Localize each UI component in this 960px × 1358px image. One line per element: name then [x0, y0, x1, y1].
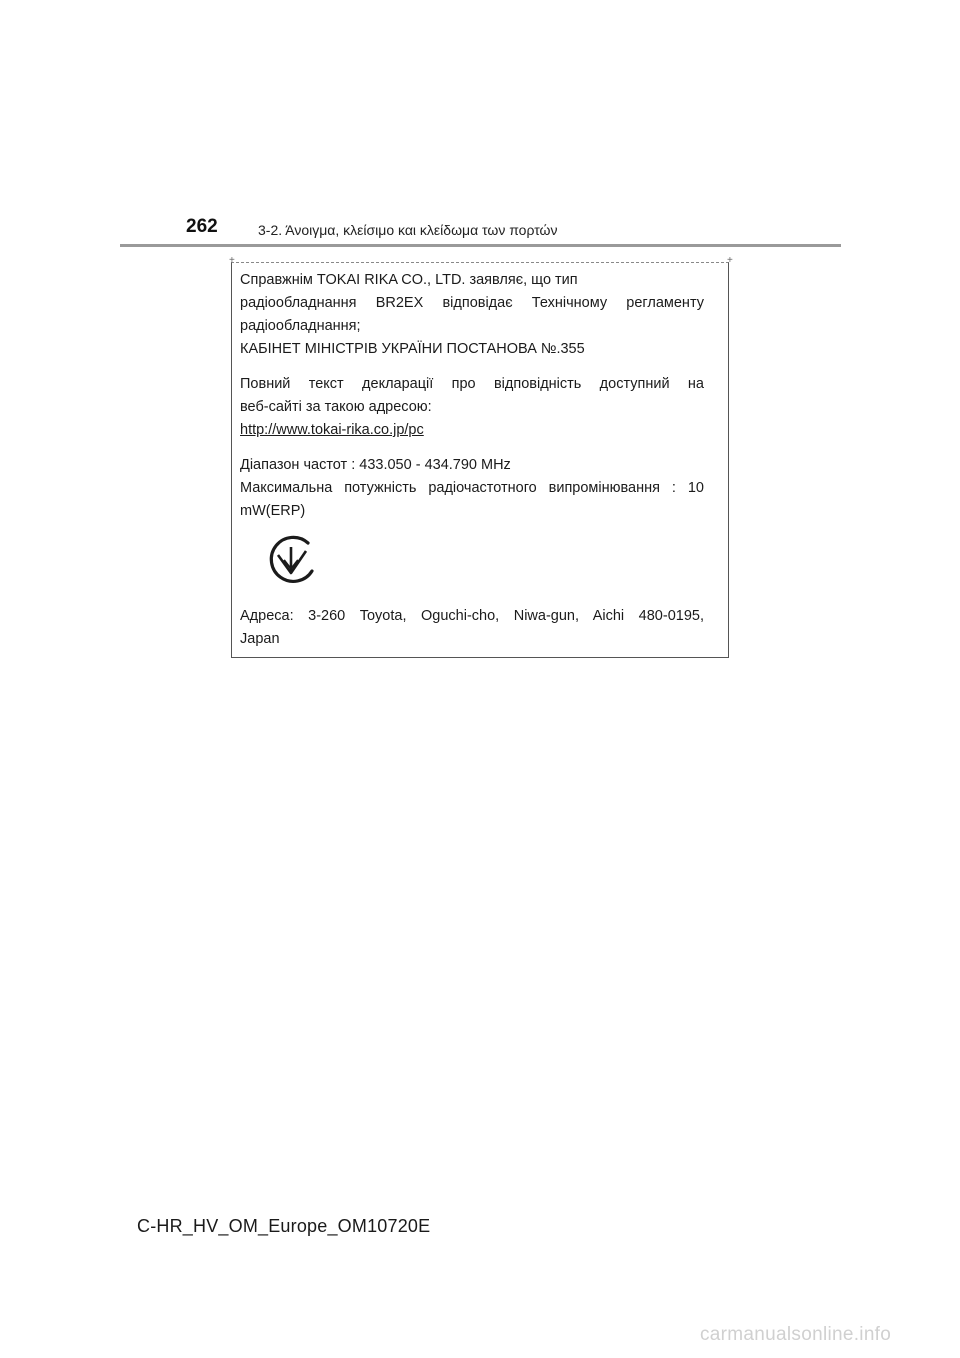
- spacer: [240, 361, 704, 373]
- declaration-box: [231, 262, 729, 658]
- fulltext-line-1: Повний текст декларації про відповідність доступний на: [240, 376, 704, 392]
- address-line-1: Адреса: 3-260 Toyota, Oguchi-cho, Niwa-gun, Aichi 480-0195,: [240, 608, 704, 624]
- section-title: 3-2. Άνοιγμα, κλείσιμο και κλείδωμα των πορτών: [258, 222, 558, 238]
- page-number: 262: [186, 216, 218, 237]
- logo-area: [240, 523, 704, 605]
- frequency-range: Діапазон частот : 433.050 - 434.790 MHz: [240, 457, 511, 473]
- ukrainian-conformity-mark-icon: [264, 533, 318, 587]
- max-power-line-1: Максимальна потужність радіочастотного випромінювання : 10: [240, 480, 704, 496]
- declaration-line-2: радіообладнання BR2EX відповідає Технічному регламенту: [240, 295, 704, 311]
- declaration-line-1: Справжнім TOKAI RIKA CO., LTD. заявляє, що тип: [240, 272, 578, 288]
- declaration-url-link[interactable]: http://www.tokai-rika.co.jp/pc: [240, 422, 424, 438]
- declaration-content: [240, 269, 704, 651]
- spacer: [240, 442, 704, 454]
- declaration-line-3: радіообладнання;: [240, 318, 361, 334]
- max-power-line-2: mW(ERP): [240, 503, 306, 519]
- address-line-2: Japan: [240, 631, 280, 647]
- header-divider: [120, 244, 841, 247]
- declaration-line-4: КАБІНЕТ МІНІСТРІВ УКРАЇНИ ПОСТАНОВА №.355: [240, 341, 585, 357]
- watermark: carmanualsonline.info: [700, 1324, 892, 1345]
- fulltext-line-2: веб-сайті за такою адресою:: [240, 399, 432, 415]
- corner-mark-left: +: [229, 255, 235, 266]
- manual-code: C-HR_HV_OM_Europe_OM10720E: [137, 1216, 431, 1236]
- corner-mark-right: +: [727, 255, 733, 266]
